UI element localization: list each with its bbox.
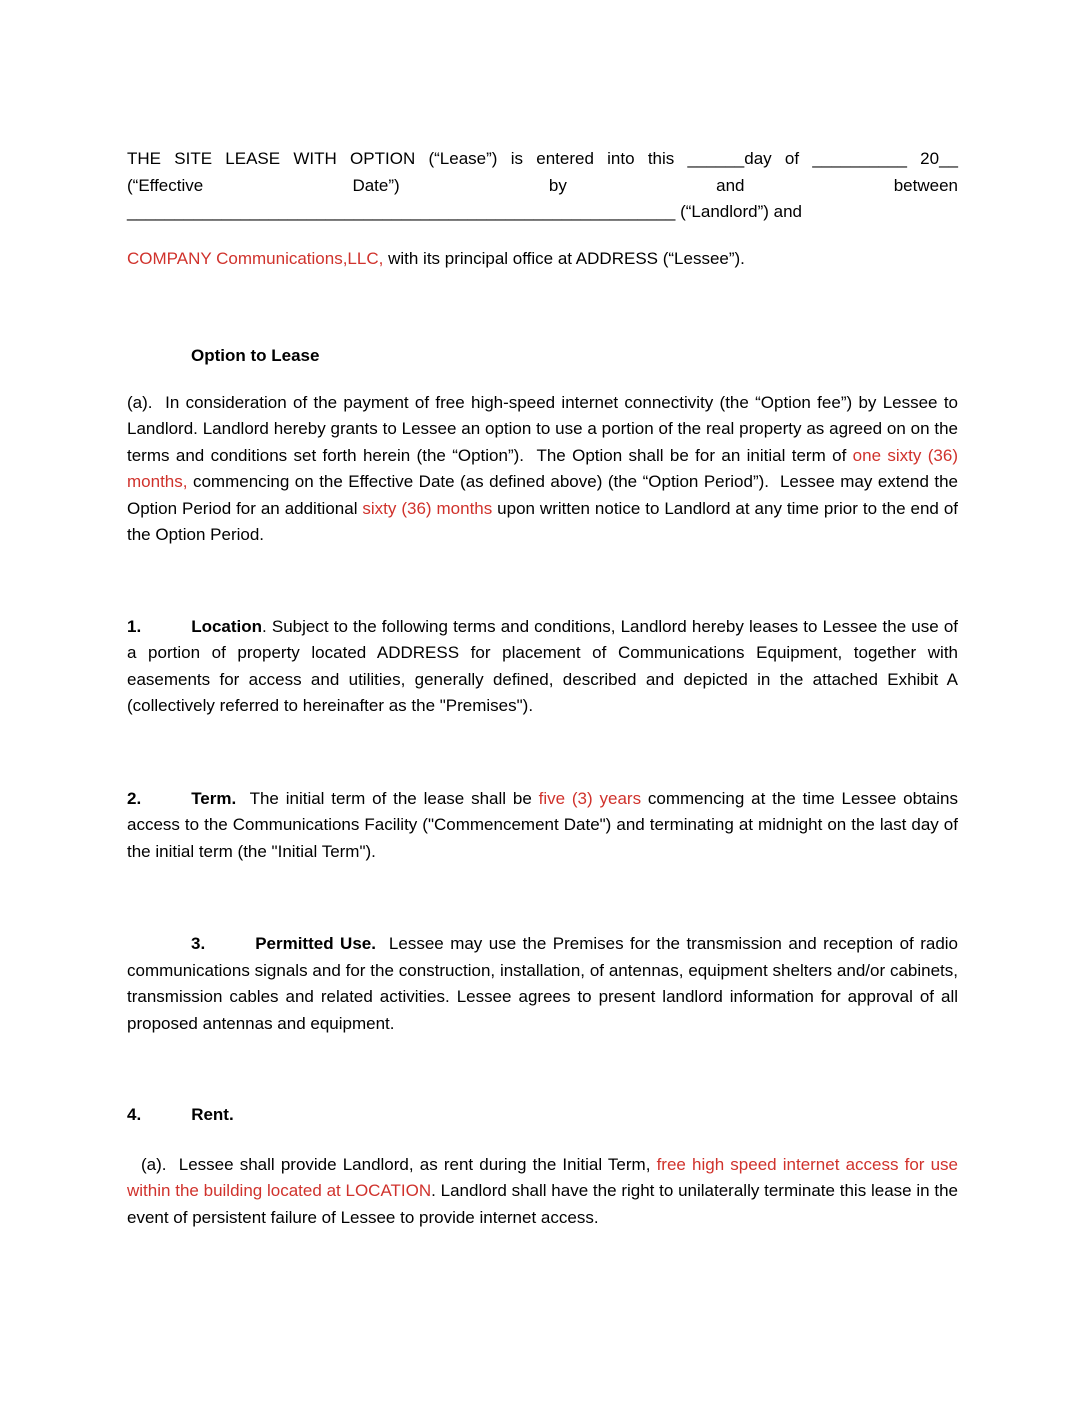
text-run: 3.	[191, 934, 206, 953]
section-2-term	[127, 786, 958, 866]
text-run: commencing at the time Lessee obtains access to the Communications Facility ("Commencement Date") and terminating at midnight on the last day of the initial term (the "Initial Term").	[127, 788, 959, 861]
document-content	[127, 146, 958, 1231]
text-run: 2.	[127, 788, 142, 808]
intro-line-1	[127, 146, 958, 173]
lessee-line	[127, 246, 958, 273]
text-run: Location	[191, 616, 263, 636]
section-1-location	[127, 614, 958, 720]
text-run: __________________________________________________________ (“Landlord”) and	[127, 202, 802, 221]
section-4-rent-heading	[127, 1102, 958, 1129]
text-run: Option to Lease	[191, 346, 320, 365]
intro-line-2	[127, 173, 958, 200]
text-run: (“Effective Date”) by and between	[127, 175, 958, 195]
intro-line-3-landlord-blank	[127, 199, 958, 226]
text-run: . Landlord shall have the right to unilaterally terminate this lease in the event of persistent failure of Lessee to provide internet access.	[127, 1181, 958, 1227]
option-paragraph-a	[127, 390, 958, 549]
text-run-highlight: free high speed internet access for use within the building located at LOCATION	[127, 1154, 959, 1200]
text-run: THE SITE LEASE WITH OPTION (“Lease”) is entered into this ______day of __________ 20__	[127, 149, 958, 168]
text-run: . Subject to the following terms and conditions, Landlord hereby leases to Lessee the use of a portion of property located ADDRESS for placement of Communications Equipment, together with easements for access and utilities, generally defined, described and depicted in the attached Exhibit A (collectively referred to hereinafter as the "Premises").	[127, 616, 958, 715]
text-run: commencing on the Effective Date (as defined above) (the “Option Period”). Lessee may extend the Option Period for an additional	[127, 472, 958, 518]
text-run: with its principal office at ADDRESS (“Lessee”).	[383, 248, 745, 268]
text-run: (a). In consideration of the payment of free high-speed internet connectivity (the “Option fee”) by Lessee to Landlord. Landlord hereby grants to Lessee an option to use a portion of the real property as agreed on on the terms and conditions set forth herein (the “Option”). The Option shall be for an initial term of	[127, 392, 958, 465]
text-run-highlight: one sixty (36) months,	[127, 445, 958, 491]
text-run-highlight: five (3) years	[538, 788, 642, 808]
text-run: Permitted Use.	[255, 934, 376, 953]
text-run-highlight: COMPANY Communications,LLC,	[127, 248, 384, 268]
option-to-lease-heading	[191, 343, 958, 370]
text-run: Term.	[191, 788, 237, 808]
text-run: Rent.	[191, 1105, 234, 1124]
text-run: 1.	[127, 616, 142, 636]
rent-paragraph-a	[127, 1152, 958, 1232]
section-3-permitted-use	[127, 931, 958, 1037]
text-run: upon written notice to Landlord at any time prior to the end of the Option Period.	[127, 498, 958, 544]
text-run: Lessee may use the Premises for the transmission and reception of radio communications signals and for the construction, installation, of antennas, equipment shelters and/or cabinets, transmission cables and related activities. Lessee agrees to present landlord information for approval of all proposed antennas and equipment.	[127, 934, 959, 1033]
text-run-highlight: sixty (36) months	[362, 498, 493, 518]
text-run: 4.	[127, 1105, 142, 1124]
text-run: (a). Lessee shall provide Landlord, as rent during the Initial Term,	[141, 1154, 657, 1174]
text-run: The initial term of the lease shall be	[236, 788, 539, 808]
